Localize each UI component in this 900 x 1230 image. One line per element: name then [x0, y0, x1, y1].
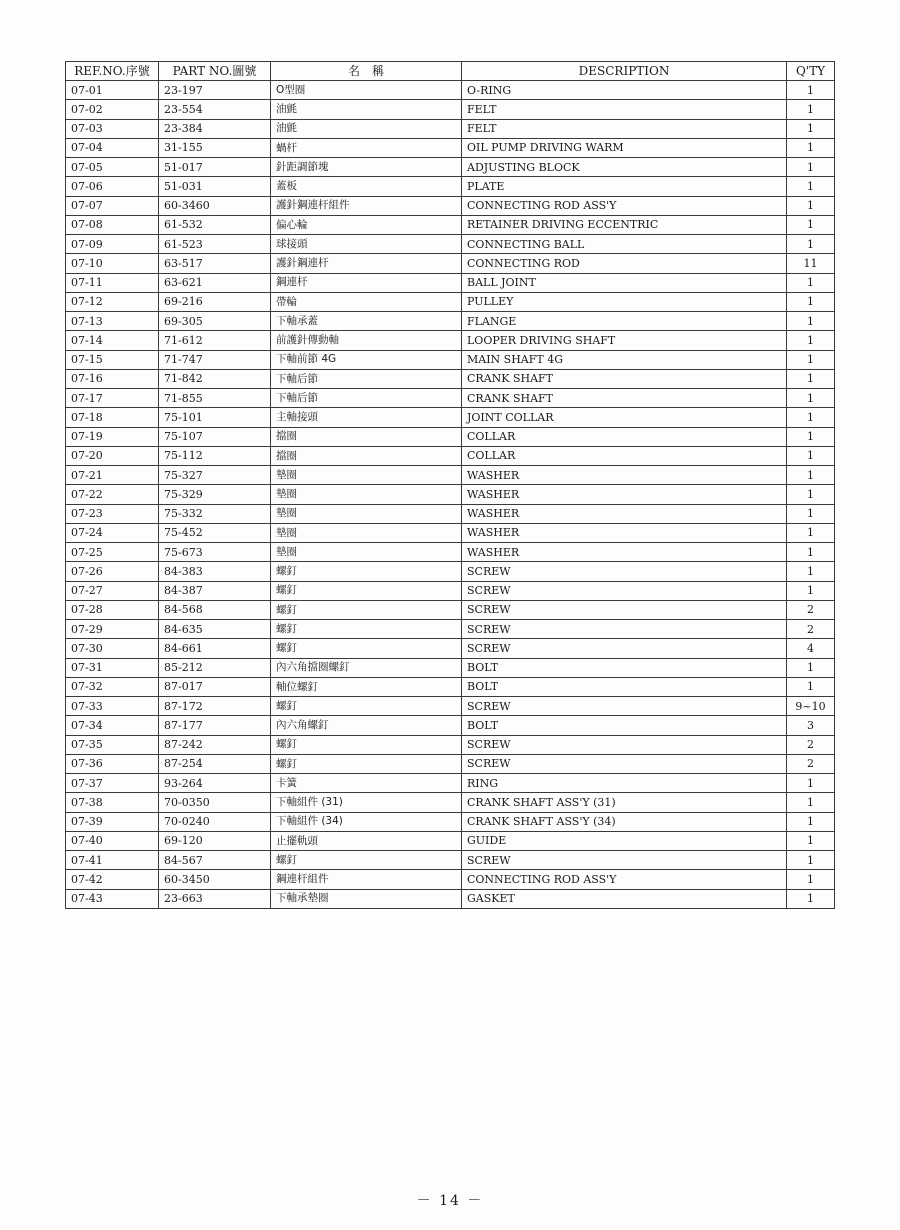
description-cell: SCREW: [462, 639, 787, 658]
quantity-cell: 1: [787, 504, 835, 523]
ref-no-cell: 07-42: [66, 870, 159, 889]
quantity-cell: 2: [787, 735, 835, 754]
ref-no-cell: 07-22: [66, 485, 159, 504]
part-no-cell: 75-112: [159, 446, 271, 465]
quantity-cell: 1: [787, 215, 835, 234]
part-no-cell: 75-107: [159, 427, 271, 446]
part-name-cell: 蓋板: [271, 177, 462, 196]
part-no-cell: 84-661: [159, 639, 271, 658]
table-row: [66, 581, 835, 600]
part-no-cell: 84-567: [159, 851, 271, 870]
table-row: [66, 562, 835, 581]
ref-no-cell: 07-06: [66, 177, 159, 196]
ref-no-cell: 07-13: [66, 312, 159, 331]
table-row: [66, 138, 835, 157]
ref-no-cell: 07-20: [66, 446, 159, 465]
part-no-header: PART NO.圖號: [159, 62, 271, 81]
part-name-cell: 護針鋼連杆: [271, 254, 462, 273]
part-name-cell: 下軸組件 (31): [271, 793, 462, 812]
quantity-cell: 2: [787, 620, 835, 639]
table-row: [66, 677, 835, 696]
part-no-cell: 23-554: [159, 100, 271, 119]
ref-no-cell: 07-08: [66, 215, 159, 234]
part-no-cell: 23-384: [159, 119, 271, 138]
table-row: [66, 369, 835, 388]
ref-no-cell: 07-19: [66, 427, 159, 446]
part-no-cell: 71-747: [159, 350, 271, 369]
part-name-cell: 墊圈: [271, 504, 462, 523]
part-name-cell: 鋼連杆組件: [271, 870, 462, 889]
ref-no-cell: 07-21: [66, 466, 159, 485]
quantity-cell: 1: [787, 851, 835, 870]
ref-no-cell: 07-40: [66, 831, 159, 850]
table-row: [66, 485, 835, 504]
description-cell: MAIN SHAFT 4G: [462, 350, 787, 369]
quantity-cell: 1: [787, 177, 835, 196]
description-header: DESCRIPTION: [462, 62, 787, 81]
description-cell: SCREW: [462, 620, 787, 639]
part-name-cell: 主軸接頭: [271, 408, 462, 427]
table-row: [66, 774, 835, 793]
part-no-cell: 51-031: [159, 177, 271, 196]
quantity-cell: 1: [787, 81, 835, 100]
table-row: [66, 889, 835, 908]
part-no-cell: 93-264: [159, 774, 271, 793]
description-cell: GASKET: [462, 889, 787, 908]
part-name-cell: 下軸前節 4G: [271, 350, 462, 369]
part-no-cell: 75-452: [159, 523, 271, 542]
quantity-cell: 1: [787, 138, 835, 157]
part-name-cell: 墊圈: [271, 485, 462, 504]
description-cell: CONNECTING ROD ASS'Y: [462, 196, 787, 215]
table-row: [66, 870, 835, 889]
parts-table-header: [66, 62, 835, 81]
part-name-cell: 螺釘: [271, 562, 462, 581]
part-no-cell: 75-327: [159, 466, 271, 485]
ref-no-cell: 07-29: [66, 620, 159, 639]
part-no-cell: 75-332: [159, 504, 271, 523]
description-cell: WASHER: [462, 543, 787, 562]
description-cell: FELT: [462, 100, 787, 119]
quantity-cell: 1: [787, 389, 835, 408]
quantity-cell: 1: [787, 658, 835, 677]
quantity-cell: 2: [787, 754, 835, 773]
page-number: － 14 －: [416, 1193, 484, 1209]
part-name-cell: 螺釘: [271, 639, 462, 658]
part-no-cell: 84-635: [159, 620, 271, 639]
quantity-cell: 1: [787, 158, 835, 177]
part-no-cell: 71-612: [159, 331, 271, 350]
ref-no-cell: 07-38: [66, 793, 159, 812]
part-no-cell: 61-532: [159, 215, 271, 234]
part-name-cell: 螺釘: [271, 581, 462, 600]
description-cell: BALL JOINT: [462, 273, 787, 292]
table-row: [66, 408, 835, 427]
description-cell: WASHER: [462, 466, 787, 485]
ref-no-cell: 07-28: [66, 600, 159, 619]
part-name-cell: 下軸后節: [271, 369, 462, 388]
quantity-cell: 3: [787, 716, 835, 735]
part-name-cell: 鋼連杆: [271, 273, 462, 292]
table-row: [66, 350, 835, 369]
part-name-cell: 螺釘: [271, 735, 462, 754]
description-cell: FLANGE: [462, 312, 787, 331]
ref-no-cell: 07-02: [66, 100, 159, 119]
table-row: [66, 600, 835, 619]
ref-no-cell: 07-27: [66, 581, 159, 600]
part-name-cell: O型圈: [271, 81, 462, 100]
description-cell: GUIDE: [462, 831, 787, 850]
part-no-cell: 71-855: [159, 389, 271, 408]
part-no-cell: 75-101: [159, 408, 271, 427]
description-cell: FELT: [462, 119, 787, 138]
description-cell: SCREW: [462, 581, 787, 600]
table-row: [66, 639, 835, 658]
ref-no-cell: 07-11: [66, 273, 159, 292]
table-row: [66, 716, 835, 735]
description-cell: SCREW: [462, 697, 787, 716]
ref-no-cell: 07-18: [66, 408, 159, 427]
part-no-cell: 69-120: [159, 831, 271, 850]
table-row: [66, 735, 835, 754]
ref-no-cell: 07-41: [66, 851, 159, 870]
quantity-cell: 1: [787, 870, 835, 889]
table-row: [66, 100, 835, 119]
ref-no-cell: 07-25: [66, 543, 159, 562]
quantity-cell: 2: [787, 600, 835, 619]
description-cell: CRANK SHAFT ASS'Y (31): [462, 793, 787, 812]
quantity-cell: 1: [787, 119, 835, 138]
description-cell: OIL PUMP DRIVING WARM: [462, 138, 787, 157]
part-name-cell: 蝸杆: [271, 138, 462, 157]
table-row: [66, 177, 835, 196]
parts-table: [65, 61, 835, 909]
ref-no-cell: 07-03: [66, 119, 159, 138]
table-row: [66, 504, 835, 523]
description-cell: WASHER: [462, 523, 787, 542]
table-row: [66, 831, 835, 850]
part-name-cell: 卡簧: [271, 774, 462, 793]
part-name-cell: 螺釘: [271, 697, 462, 716]
table-row: [66, 81, 835, 100]
table-row: [66, 812, 835, 831]
description-cell: PULLEY: [462, 292, 787, 311]
part-no-cell: 87-242: [159, 735, 271, 754]
part-name-cell: 前護針傳動軸: [271, 331, 462, 350]
part-name-cell: 墊圈: [271, 523, 462, 542]
ref-no-cell: 07-30: [66, 639, 159, 658]
ref-no-cell: 07-10: [66, 254, 159, 273]
ref-no-cell: 07-16: [66, 369, 159, 388]
part-name-cell: 球接頭: [271, 235, 462, 254]
part-no-cell: 84-568: [159, 600, 271, 619]
description-cell: CONNECTING ROD: [462, 254, 787, 273]
part-no-cell: 63-517: [159, 254, 271, 273]
part-name-cell: 下軸承蓋: [271, 312, 462, 331]
description-cell: COLLAR: [462, 427, 787, 446]
part-name-cell: 帶輪: [271, 292, 462, 311]
ref-no-cell: 07-35: [66, 735, 159, 754]
part-name-cell: 內六角螺釘: [271, 716, 462, 735]
ref-no-cell: 07-12: [66, 292, 159, 311]
description-cell: RETAINER DRIVING ECCENTRIC: [462, 215, 787, 234]
table-row: [66, 389, 835, 408]
part-no-cell: 69-305: [159, 312, 271, 331]
quantity-cell: 1: [787, 793, 835, 812]
quantity-cell: 1: [787, 677, 835, 696]
part-no-cell: 75-673: [159, 543, 271, 562]
quantity-cell: 1: [787, 446, 835, 465]
ref-no-cell: 07-01: [66, 81, 159, 100]
ref-no-cell: 07-17: [66, 389, 159, 408]
ref-no-cell: 07-32: [66, 677, 159, 696]
part-no-cell: 87-017: [159, 677, 271, 696]
part-no-cell: 60-3450: [159, 870, 271, 889]
part-no-cell: 23-197: [159, 81, 271, 100]
quantity-cell: 1: [787, 235, 835, 254]
quantity-header: Q'TY: [787, 62, 835, 81]
description-cell: CRANK SHAFT ASS'Y (34): [462, 812, 787, 831]
part-no-cell: 69-216: [159, 292, 271, 311]
table-row: [66, 754, 835, 773]
table-row: [66, 793, 835, 812]
part-no-cell: 71-842: [159, 369, 271, 388]
table-row: [66, 158, 835, 177]
part-name-cell: 下軸后節: [271, 389, 462, 408]
description-cell: COLLAR: [462, 446, 787, 465]
ref-no-cell: 07-05: [66, 158, 159, 177]
description-cell: CRANK SHAFT: [462, 389, 787, 408]
description-cell: SCREW: [462, 735, 787, 754]
ref-no-cell: 07-24: [66, 523, 159, 542]
table-row: [66, 851, 835, 870]
description-cell: PLATE: [462, 177, 787, 196]
part-name-cell: 護針鋼連杆組件: [271, 196, 462, 215]
ref-no-cell: 07-34: [66, 716, 159, 735]
quantity-cell: 1: [787, 100, 835, 119]
part-no-cell: 60-3460: [159, 196, 271, 215]
table-row: [66, 446, 835, 465]
description-cell: LOOPER DRIVING SHAFT: [462, 331, 787, 350]
part-no-cell: 51-017: [159, 158, 271, 177]
quantity-cell: 1: [787, 369, 835, 388]
description-cell: RING: [462, 774, 787, 793]
part-no-cell: 70-0240: [159, 812, 271, 831]
quantity-cell: 1: [787, 562, 835, 581]
part-no-cell: 84-387: [159, 581, 271, 600]
ref-no-header: REF.NO.序號: [66, 62, 159, 81]
quantity-cell: 1: [787, 889, 835, 908]
table-row: [66, 543, 835, 562]
description-cell: CRANK SHAFT: [462, 369, 787, 388]
quantity-cell: 1: [787, 408, 835, 427]
quantity-cell: 1: [787, 427, 835, 446]
part-name-cell: 軸位螺釘: [271, 677, 462, 696]
part-name-cell: 螺釘: [271, 851, 462, 870]
part-name-cell: 擋圈: [271, 446, 462, 465]
description-cell: BOLT: [462, 716, 787, 735]
ref-no-cell: 07-36: [66, 754, 159, 773]
part-name-cell: 下軸承墊圈: [271, 889, 462, 908]
description-cell: O-RING: [462, 81, 787, 100]
description-cell: ADJUSTING BLOCK: [462, 158, 787, 177]
part-name-cell: 擋圈: [271, 427, 462, 446]
quantity-cell: 1: [787, 273, 835, 292]
part-name-cell: 螺釘: [271, 754, 462, 773]
ref-no-cell: 07-23: [66, 504, 159, 523]
part-no-cell: 70-0350: [159, 793, 271, 812]
parts-table-body: [66, 81, 835, 909]
ref-no-cell: 07-14: [66, 331, 159, 350]
table-row: [66, 427, 835, 446]
description-cell: CONNECTING BALL: [462, 235, 787, 254]
table-row: [66, 331, 835, 350]
table-row: [66, 254, 835, 273]
ref-no-cell: 07-07: [66, 196, 159, 215]
table-row: [66, 196, 835, 215]
part-no-cell: 75-329: [159, 485, 271, 504]
quantity-cell: 11: [787, 254, 835, 273]
header-row: [66, 62, 835, 81]
ref-no-cell: 07-15: [66, 350, 159, 369]
quantity-cell: 1: [787, 523, 835, 542]
quantity-cell: 1: [787, 581, 835, 600]
quantity-cell: 1: [787, 485, 835, 504]
part-no-cell: 61-523: [159, 235, 271, 254]
table-row: [66, 466, 835, 485]
description-cell: SCREW: [462, 754, 787, 773]
ref-no-cell: 07-31: [66, 658, 159, 677]
part-name-cell: 螺釘: [271, 600, 462, 619]
quantity-cell: 1: [787, 774, 835, 793]
description-cell: SCREW: [462, 851, 787, 870]
table-row: [66, 215, 835, 234]
description-cell: BOLT: [462, 677, 787, 696]
table-row: [66, 697, 835, 716]
ref-no-cell: 07-37: [66, 774, 159, 793]
description-cell: WASHER: [462, 504, 787, 523]
table-row: [66, 119, 835, 138]
table-row: [66, 620, 835, 639]
table-row: [66, 658, 835, 677]
description-cell: BOLT: [462, 658, 787, 677]
description-cell: SCREW: [462, 600, 787, 619]
quantity-cell: 4: [787, 639, 835, 658]
table-row: [66, 523, 835, 542]
quantity-cell: 1: [787, 812, 835, 831]
quantity-cell: 1: [787, 196, 835, 215]
table-row: [66, 235, 835, 254]
part-name-cell: 內六角擋圈螺釘: [271, 658, 462, 677]
quantity-cell: 1: [787, 350, 835, 369]
ref-no-cell: 07-43: [66, 889, 159, 908]
quantity-cell: 1: [787, 831, 835, 850]
part-name-cell: 偏心輪: [271, 215, 462, 234]
quantity-cell: 1: [787, 292, 835, 311]
part-no-cell: 87-254: [159, 754, 271, 773]
part-name-cell: 針距調節塊: [271, 158, 462, 177]
part-name-cell: 止擺軌頭: [271, 831, 462, 850]
ref-no-cell: 07-39: [66, 812, 159, 831]
description-cell: JOINT COLLAR: [462, 408, 787, 427]
part-no-cell: 23-663: [159, 889, 271, 908]
quantity-cell: 1: [787, 466, 835, 485]
part-name-cell: 螺釘: [271, 620, 462, 639]
ref-no-cell: 07-09: [66, 235, 159, 254]
part-name-cell: 油氈: [271, 119, 462, 138]
part-no-cell: 87-172: [159, 697, 271, 716]
quantity-cell: 1: [787, 312, 835, 331]
table-row: [66, 312, 835, 331]
part-no-cell: 85-212: [159, 658, 271, 677]
quantity-cell: 1: [787, 543, 835, 562]
ref-no-cell: 07-26: [66, 562, 159, 581]
description-cell: WASHER: [462, 485, 787, 504]
quantity-cell: 1: [787, 331, 835, 350]
part-no-cell: 63-621: [159, 273, 271, 292]
part-no-cell: 31-155: [159, 138, 271, 157]
ref-no-cell: 07-04: [66, 138, 159, 157]
description-cell: CONNECTING ROD ASS'Y: [462, 870, 787, 889]
ref-no-cell: 07-33: [66, 697, 159, 716]
part-no-cell: 87-177: [159, 716, 271, 735]
part-name-cell: 墊圈: [271, 543, 462, 562]
table-row: [66, 273, 835, 292]
part-name-cell: 油氈: [271, 100, 462, 119]
description-cell: SCREW: [462, 562, 787, 581]
part-no-cell: 84-383: [159, 562, 271, 581]
part-name-cell: 墊圈: [271, 466, 462, 485]
quantity-cell: 9~10: [787, 697, 835, 716]
table-row: [66, 292, 835, 311]
part-name-cell: 下軸組件 (34): [271, 812, 462, 831]
name-header: 名 稱: [271, 62, 462, 81]
